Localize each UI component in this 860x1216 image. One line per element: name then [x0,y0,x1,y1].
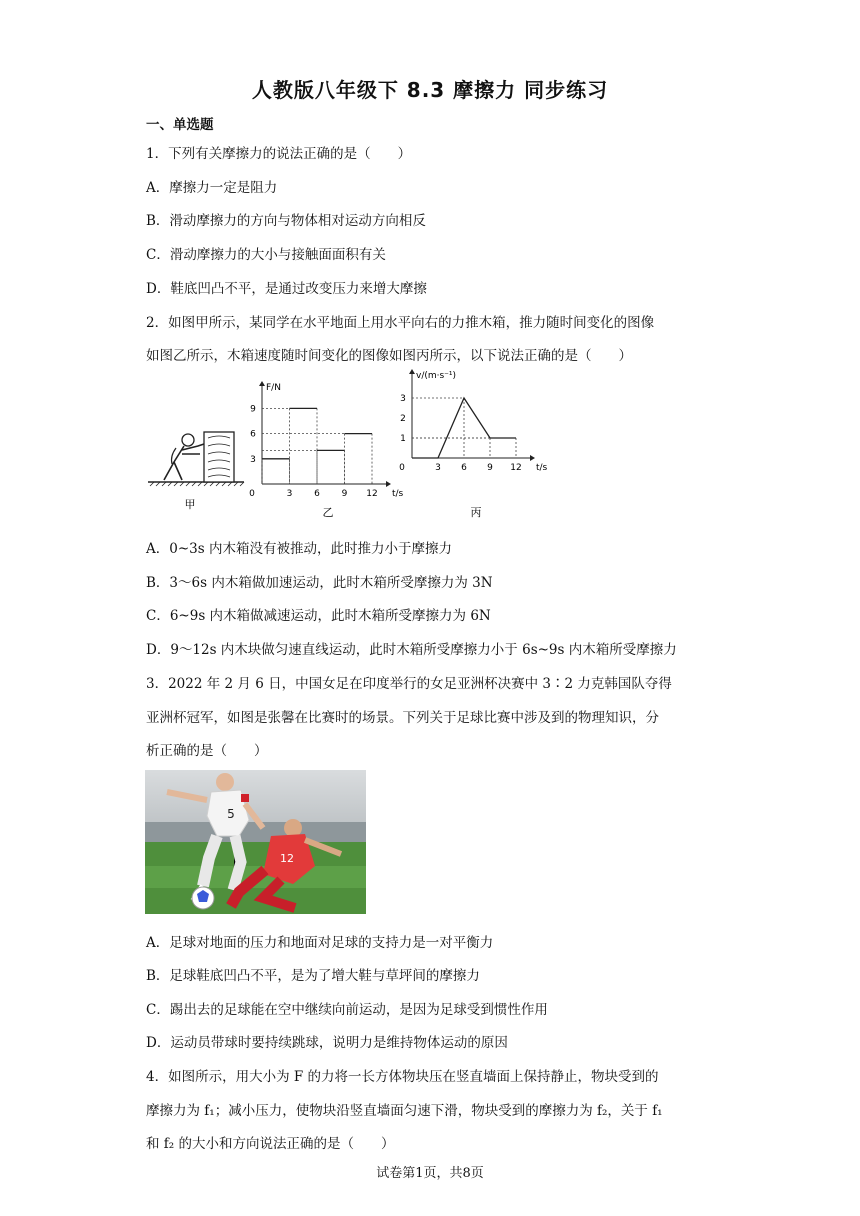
figure-label-yi: 乙 [322,506,334,519]
q1-stem: 1．下列有关摩擦力的说法正确的是（ ） [146,146,412,162]
x-tick-label: 3 [435,463,441,473]
q3-option-c: C．踢出去的足球能在空中继续向前运动，是因为足球受到惯性作用 [146,1002,548,1018]
y-axis-label: v/(m·s⁻¹) [416,371,457,381]
red-jersey-number: 12 [280,852,294,865]
q2-stem-line1: 2．如图甲所示，某同学在水平地面上用水平向右的力推木箱，推力随时间变化的图像 [146,315,655,331]
page-footer: 试卷第1页，共8页 [376,1166,484,1181]
y-axis-arrow [259,381,265,386]
q2-option-d: D．9～12s 内木块做匀速直线运动，此时木箱所受摩擦力小于 6s~9s 内木箱所受摩擦力 [146,642,677,658]
q4-stem-line2: 摩擦力为 f₁；减小压力，使物块沿竖直墙面匀速下滑，物块受到的摩擦力为 f₂，关于 f₁ [146,1103,663,1119]
figure-jia-illustration [148,432,244,486]
q3-stem-line3: 析正确的是（ ） [146,743,268,759]
q3-stem-line2: 亚洲杯冠军，如图是张馨在比赛时的场景。下列关于足球比赛中涉及到的物理知识，分 [146,710,659,726]
figure-label-bing: 丙 [470,506,482,519]
q1-option-a: A．摩擦力一定是阻力 [146,180,278,196]
y-axis-label: F/N [266,383,281,393]
x-tick-label: 3 [286,489,293,499]
y-tick-label: 1 [400,434,406,444]
y-tick-label: 9 [250,404,256,415]
q2-option-c: C．6~9s 内木箱做减速运动，此时木箱所受摩擦力为 6N [146,608,491,624]
y-axis-arrow [409,369,415,374]
page-title: 人教版八年级下 8.3 摩擦力 同步练习 [251,78,609,102]
q2-option-a: A．0~3s 内木箱没有被推动，此时推力小于摩擦力 [146,541,452,557]
white-jersey-number: 5 [227,807,235,821]
q1-option-d: D．鞋底凹凸不平，是通过改变压力来增大摩擦 [146,281,427,297]
q2-figures [146,371,548,522]
x-axis-label: t/s [392,489,404,499]
x-tick-label: 0 [399,463,405,473]
x-tick-label: 6 [314,489,320,499]
q1-option-c: C．滑动摩擦力的大小与接触面面积有关 [146,247,386,263]
x-axis-arrow [386,481,391,487]
q1-option-b: B．滑动摩擦力的方向与物体相对运动方向相反 [146,213,426,229]
y-tick-label: 2 [400,414,406,424]
x-tick-label: 12 [510,463,522,473]
q3-option-a: A．足球对地面的压力和地面对足球的支持力是一对平衡力 [146,935,494,951]
x-tick-label: 0 [249,489,255,499]
x-axis-arrow [530,455,535,461]
q2-option-b: B．3～6s 内木箱做加速运动，此时木箱所受摩擦力为 3N [146,575,493,591]
soccer-photo [145,770,366,914]
q3-option-b: B．足球鞋底凹凸不平，是为了增大鞋与草坪间的摩擦力 [146,968,480,984]
chart-bing [399,369,547,473]
q4-stem-line3: 和 f₂ 的大小和方向说法正确的是（ ） [146,1136,395,1152]
section-heading: 一、单选题 [146,117,214,133]
q2-stem-line2: 如图乙所示，木箱速度随时间变化的图像如图丙所示，以下说法正确的是（ ） [146,348,632,364]
figure-label-jia: 甲 [184,498,196,511]
x-tick-label: 9 [341,489,348,499]
x-tick-label: 6 [461,463,467,473]
q3-stem-line1: 3．2022 年 2 月 6 日，中国女足在印度举行的女足亚洲杯决赛中 3∶2 力克韩国队夺得 [146,676,672,692]
q3-option-d: D．运动员带球时要持续跳球，说明力是维持物体运动的原因 [146,1035,508,1051]
x-tick-label: 9 [487,463,493,473]
q4-stem-line1: 4．如图所示，用大小为 F 的力将一长方体物块压在竖直墙面上保持静止，物块受到的 [146,1069,659,1085]
x-axis-label: t/s [536,463,548,473]
chart-yi [249,381,403,499]
y-tick-label: 6 [250,429,256,440]
y-tick-label: 3 [250,454,256,465]
y-tick-label: 3 [400,394,406,404]
x-tick-label: 12 [366,489,378,499]
